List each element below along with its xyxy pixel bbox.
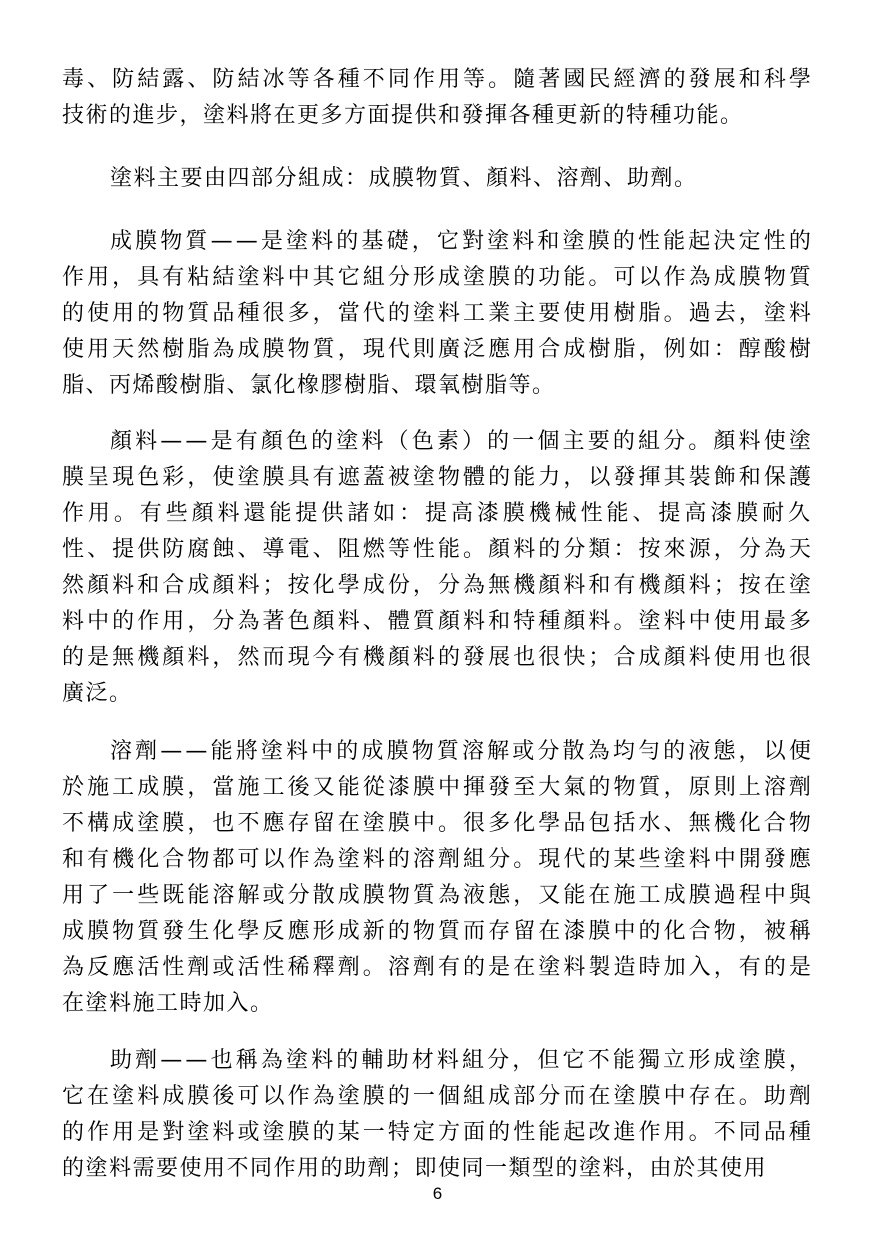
text-line: 作用，具有粘結塗料中其它組分形成塗膜的功能。可以作為成膜物質 <box>62 265 814 290</box>
text-line: 使用天然樹脂為成膜物質，現代則廣泛應用合成樹脂，例如：醇酸樹 <box>62 337 814 362</box>
text-line: 溶劑——能將塗料中的成膜物質溶解或分散為均勻的液態，以便 <box>110 739 814 764</box>
text-line: 它在塗料成膜後可以作為塗膜的一個組成部分而在塗膜中存在。助劑 <box>62 1084 814 1109</box>
text-line: 塗料主要由四部分組成：成膜物質、顏料、溶劑、助劑。 <box>110 166 698 191</box>
text-line: 脂、丙烯酸樹脂、氯化橡膠樹脂、環氧樹脂等。 <box>62 373 556 398</box>
text-line: 成膜物質——是塗料的基礎，它對塗料和塗膜的性能起決定性的 <box>110 229 814 254</box>
text-line: 然顏料和合成顏料；按化學成份，分為無機顏料和有機顏料；按在塗 <box>62 573 814 598</box>
text-line: 和有機化合物都可以作為塗料的溶劑組分。現代的某些塗料中開發應 <box>62 847 814 872</box>
text-line: 廣泛。 <box>62 681 133 706</box>
text-line: 作用。有些顏料還能提供諸如：提高漆膜機械性能、提高漆膜耐久 <box>62 501 814 526</box>
text-line: 在塗料施工時加入。 <box>62 991 274 1016</box>
text-line: 毒、防結露、防結冰等各種不同作用等。隨著國民經濟的發展和科學 <box>62 67 814 92</box>
text-line: 成膜物質發生化學反應形成新的物質而存留在漆膜中的化合物，被稱 <box>62 919 814 944</box>
text-line: 膜呈現色彩，使塗膜具有遮蓋被塗物體的能力，以發揮其裝飾和保護 <box>62 465 814 490</box>
page-number: 6 <box>432 1184 443 1203</box>
text-line: 用了一些既能溶解或分散成膜物質為液態，又能在施工成膜過程中與 <box>62 883 814 908</box>
text-line: 的塗料需要使用不同作用的助劑；即使同一類型的塗料，由於其使用 <box>62 1156 768 1181</box>
text-line: 的使用的物質品種很多，當代的塗料工業主要使用樹脂。過去，塗料 <box>62 301 814 326</box>
text-line: 的作用是對塗料或塗膜的某一特定方面的性能起改進作用。不同品種 <box>62 1120 814 1145</box>
text-line: 為反應活性劑或活性稀釋劑。溶劑有的是在塗料製造時加入，有的是 <box>62 955 814 980</box>
text-line: 料中的作用，分為著色顏料、體質顏料和特種顏料。塗料中使用最多 <box>62 609 814 634</box>
text-line: 於施工成膜，當施工後又能從漆膜中揮發至大氣的物質，原則上溶劑 <box>62 775 814 800</box>
text-line: 不構成塗膜，也不應存留在塗膜中。很多化學品包括水、無機化合物 <box>62 811 814 836</box>
text-line: 助劑——也稱為塗料的輔助材料組分，但它不能獨立形成塗膜， <box>110 1048 814 1073</box>
text-line: 的是無機顏料，然而現今有機顏料的發展也很快；合成顏料使用也很 <box>62 645 814 670</box>
text-line: 顏料——是有顏色的塗料（色素）的一個主要的組分。顏料使塗 <box>110 429 814 454</box>
text-line: 技術的進步，塗料將在更多方面提供和發揮各種更新的特種功能。 <box>62 103 744 128</box>
text-line: 性、提供防腐蝕、導電、阻燃等性能。顏料的分類：按來源，分為天 <box>62 537 814 562</box>
